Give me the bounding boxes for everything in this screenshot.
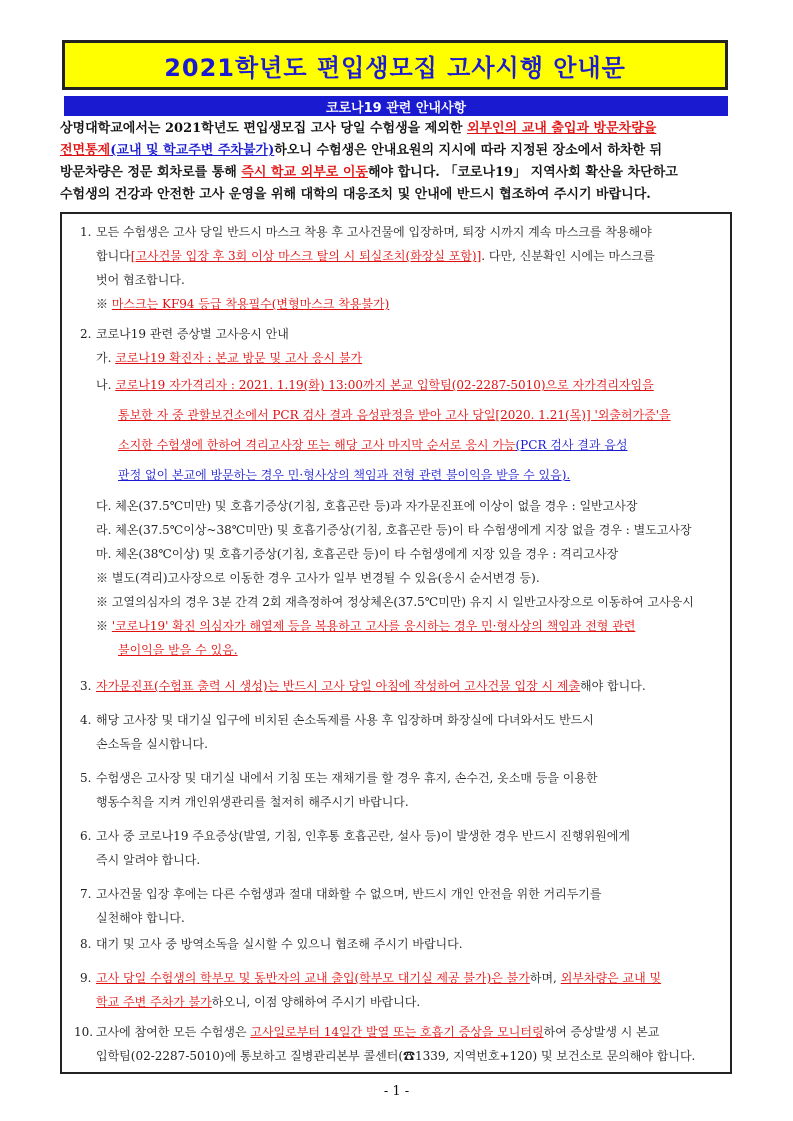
intro-line-3: 방문차량은 정문 회차로를 통해 즉시 학교 외부로 이동해야 합니다. 「코로나19」 지역사회 확산을 차단하고 xyxy=(60,165,678,180)
notice-item-10: 10. 고사에 참여한 모든 수험생은 고사일로부터 14일간 발열 또는 호흡기 증상을 모니터링하여 증상발생 시 본교 입학팀(02-2287-5010)에 통보하고 질병관리본부 콜센터(☎1339, 지역번호+120) 및 보건소로 문의해야 합니다. xyxy=(74,1025,696,1063)
intro-line-4: 수험생의 건강과 안전한 고사 운영을 위해 대학의 대응조치 및 안내에 반드시 협조하여 주시기 바랍니다. xyxy=(60,187,651,202)
notice-item-4: 4. 해당 고사장 및 대기실 입구에 비치된 손소독제를 사용 후 입장하며 화장실에 다녀와서도 반드시 손소독을 실시합니다. xyxy=(80,713,594,751)
notice-item-8: 8. 대기 및 고사 중 방역소독을 실시할 수 있으니 협조해 주시기 바랍니다. xyxy=(80,937,463,951)
section-header-bar: 코로나19 관련 안내사항 xyxy=(64,96,728,116)
notice-items-box xyxy=(60,212,732,1074)
notice-item-9: 9. 고사 당일 수험생의 학부모 및 동반자의 교내 출입(학부모 대기실 제공 불가)은 불가하며, 외부차량은 교내 및 학교 주변 주차가 불가하오니, 이점 양해하여 주시기 바랍니다. xyxy=(80,971,662,1009)
intro-paragraph xyxy=(60,118,736,206)
page-number: - 1 - xyxy=(383,1084,410,1099)
intro-line-2: 전면통제(교내 및 학교주변 주차불가)하오니 수험생은 안내요원의 지시에 따라 지정된 장소에서 하차한 뒤 xyxy=(60,143,663,158)
document-title-box xyxy=(62,40,728,90)
document-title: 2021학년도 편입생모집 고사시행 안내문 xyxy=(164,53,626,82)
notice-item-3: 3. 자가문진표(수험표 출력 시 생성)는 반드시 고사 당일 아침에 작성하여 고사건물 입장 시 제출해야 합니다. xyxy=(80,679,646,693)
notice-item-6: 6. 고사 중 코로나19 주요증상(발열, 기침, 인후통 호흡곤란, 설사 등)이 발생한 경우 반드시 진행위원에게 즉시 알려야 합니다. xyxy=(80,829,630,867)
intro-line-1: 상명대학교에서는 2021학년도 편입생모집 고사 당일 수험생을 제외한 외부인의 교내 출입과 방문차량을 xyxy=(60,121,657,136)
notice-item-5: 5. 수험생은 고사장 및 대기실 내에서 기침 또는 재채기를 할 경우 휴지, 손수건, 옷소매 등을 이용한 행동수칙을 지켜 개인위생관리를 철저히 해주시기 바랍니다. xyxy=(80,771,598,809)
notice-item-1: 1. 모든 수험생은 고사 당일 반드시 마스크 착용 후 고사건물에 입장하며, 퇴장 시까지 계속 마스크를 착용해야 합니다[고사건물 입장 후 3회 이상 마스크 탈의 시 퇴실조치(화장실 포함)]. 다만, 신분확인 시에는 마스크를 벗어 협조합니다. ※ 마스크는 KF94 등급 착용필수(변형마스크 착용불가) xyxy=(80,225,655,311)
notice-item-7: 7. 고사건물 입장 후에는 다른 수험생과 절대 대화할 수 없으며, 반드시 개인 안전을 위한 거리두기를 실천해야 합니다. xyxy=(80,887,602,925)
notice-item-2: 2. 코로나19 관련 증상별 고사응시 안내 가. 코로나19 확진자 : 본교 방문 및 고사 응시 불가 나. 코로나19 자가격리자 : 2021. 1.19(화) 13:00까지 본교 입학팀(02-2287-5010)으로 자가격리자임을 통보한 자 중 관할보건소에서 PCR 검사 결과 음성판정을 받아 고사 당일[2020. 1.21(목)] '외출허가증'을 소지한 수험생에 한하여 격리고사장 또는 해당 고사 마지막 순서로 응시 가능(PCR 검사 결과 음성 판정 없이 본교에 방문하는 경우 민·형사상의 책임과 전형 관련 불이익을 받을 수 있음). 다. 체온(37.5℃미만) 및 호흡기증상(기침, 호흡곤란 등)과 자가문진표에 이상이 없을 경우 : 일반고사장 라. 체온(37.5℃이상~38℃미만) 및 호흡기증상(기침, 호흡곤란 등)이 타 수험생에게 지장 없을 경우 : 별도고사장 마. 체온(38℃이상) 및 호흡기증상(기침, 호흡곤란 등)이 타 수험생에게 지장 있을 경우 : 격리고사장 ※ 별도(격리)고사장으로 이동한 경우 고사가 일부 변경될 수 있음(응시 순서변경 등). ※ 고열의심자의 경우 3분 간격 2회 재측정하여 정상체온(37.5℃미만) 유지 시 일반고사장으로 이동하여 고사응시 ※ '코로나19' 확진 의심자가 해열제 등을 복용하고 고사를 응시하는 경우 민·형사상의 책임과 전형 관련 불이익을 받을 수 있음. xyxy=(80,327,694,657)
